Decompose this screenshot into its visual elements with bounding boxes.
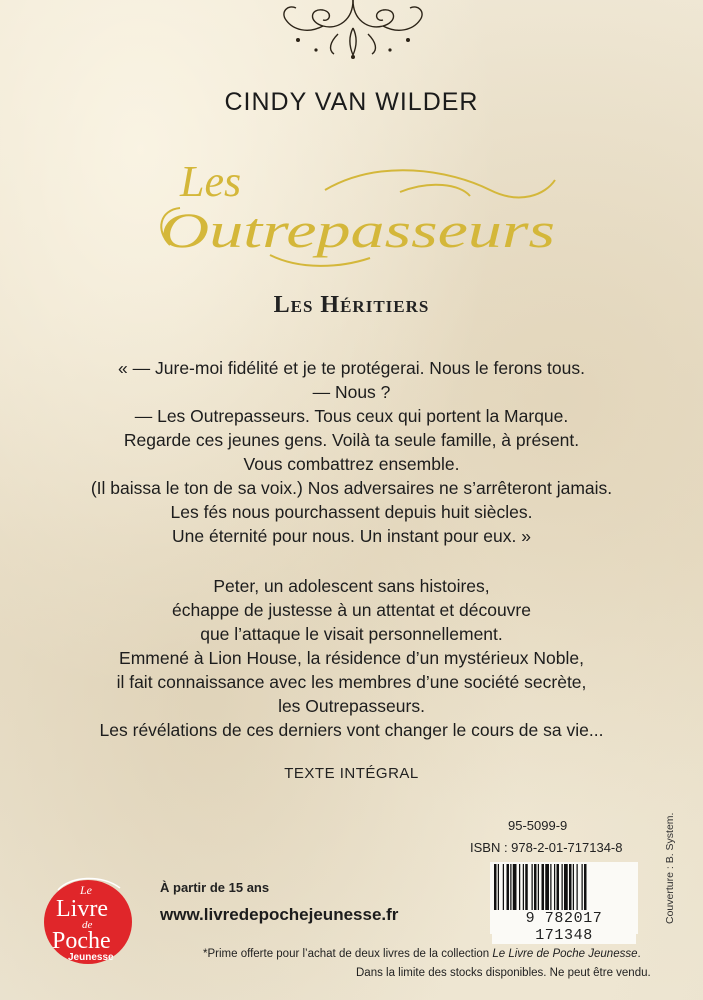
publisher-website[interactable]: www.livredepochejeunesse.fr (160, 905, 399, 924)
barcode-bar (554, 864, 555, 910)
product-code: 95-5099-9 (508, 818, 568, 833)
barcode-bar (562, 864, 563, 910)
isbn-number: ISBN : 978-2-01-717134-8 (470, 840, 623, 855)
logo-line1: Le (80, 883, 92, 897)
quote-line: Regarde ces jeunes gens. Voilà ta seule famille, à présent. (123, 430, 580, 450)
barcode-bar (498, 864, 499, 910)
barcode-digits: 9 782017 171348 (492, 910, 636, 944)
book-subtitle: Les Héritiers (273, 292, 430, 318)
barcode-bar (510, 864, 511, 910)
synopsis-line: il fait connaissance avec les membres d’une société secrète, (116, 672, 587, 692)
footnote-line2: Dans la limite des stocks disponibles. Ne peut être vendu. (356, 967, 651, 979)
barcode-bar (584, 864, 587, 910)
barcode-bar (507, 864, 510, 910)
quote-line: — Nous ? (312, 382, 391, 402)
barcode-bar (494, 864, 497, 910)
logo-line5: Jeunesse (68, 952, 114, 963)
footnote-prefix: *Prime offerte pour l’achat de deux livres de la collection (203, 948, 493, 960)
cover-credit-text: Couverture : B. System. (664, 812, 676, 924)
quote-line: (Il baissa le ton de sa voix.) Nos adversaires ne s’arrêteront jamais. (90, 478, 613, 498)
barcode-bar (532, 864, 533, 910)
author-name: CINDY VAN WILDER (224, 88, 479, 116)
barcode-bar (545, 864, 549, 910)
quote-line: — Les Outrepasseurs. Tous ceux qui portent la Marque. (134, 406, 569, 426)
age-range: À partir de 15 ans (160, 880, 270, 895)
footnote-line1 (203, 948, 641, 960)
barcode-bar (534, 864, 537, 910)
series-title-line1: Les (180, 157, 242, 206)
logo-line4: Poche (52, 928, 111, 954)
barcode-bar (523, 864, 524, 910)
barcode-bar (573, 864, 574, 910)
series-title-logo (150, 150, 570, 275)
barcode-bar (525, 864, 528, 910)
cover-credit (660, 812, 680, 930)
logo-line3: de (82, 919, 93, 931)
flourish-ornament (268, 0, 438, 60)
quote-line: Les fés nous pourchassent depuis huit siècles. (170, 502, 533, 522)
quote-line: Vous combattrez ensemble. (243, 454, 460, 474)
quote-line: « — Jure-moi fidélité et je te protégerai. Nous le ferons tous. (118, 358, 585, 378)
barcode-bar (557, 864, 560, 910)
barcode-bar (550, 864, 551, 910)
logo-line2: Livre (56, 896, 108, 922)
barcode-bar (569, 864, 572, 910)
synopsis-line: que l’attaque le visait personnellement. (200, 624, 503, 644)
barcode-bar (564, 864, 568, 910)
barcode-bar (542, 864, 545, 910)
synopsis-line: Emmené à Lion House, la résidence d’un mystérieux Noble, (119, 648, 584, 668)
footnote-suffix: . (637, 948, 641, 960)
series-title-line2: Outrepasseurs (160, 202, 555, 258)
barcode-bar (503, 864, 504, 910)
barcode-bar (513, 864, 517, 910)
publisher-logo (40, 870, 138, 970)
synopsis-line: échappe de justesse à un attentat et découvre (171, 600, 531, 620)
quote-line: Une éternité pour nous. Un instant pour eux. » (172, 526, 531, 546)
synopsis-line: Les révélations de ces derniers vont changer le cours de sa vie... (99, 720, 604, 740)
barcode-bar (519, 864, 520, 910)
barcode-bar (577, 864, 578, 910)
synopsis-line: les Outrepasseurs. (278, 696, 425, 716)
footnote-collection-name: Le Livre de Poche Jeunesse (492, 948, 638, 960)
edition-note: TEXTE INTÉGRAL (284, 765, 419, 782)
barcode-bar (582, 864, 583, 910)
synopsis-line: Peter, un adolescent sans histoires, (213, 576, 490, 596)
barcode-bar (538, 864, 539, 910)
